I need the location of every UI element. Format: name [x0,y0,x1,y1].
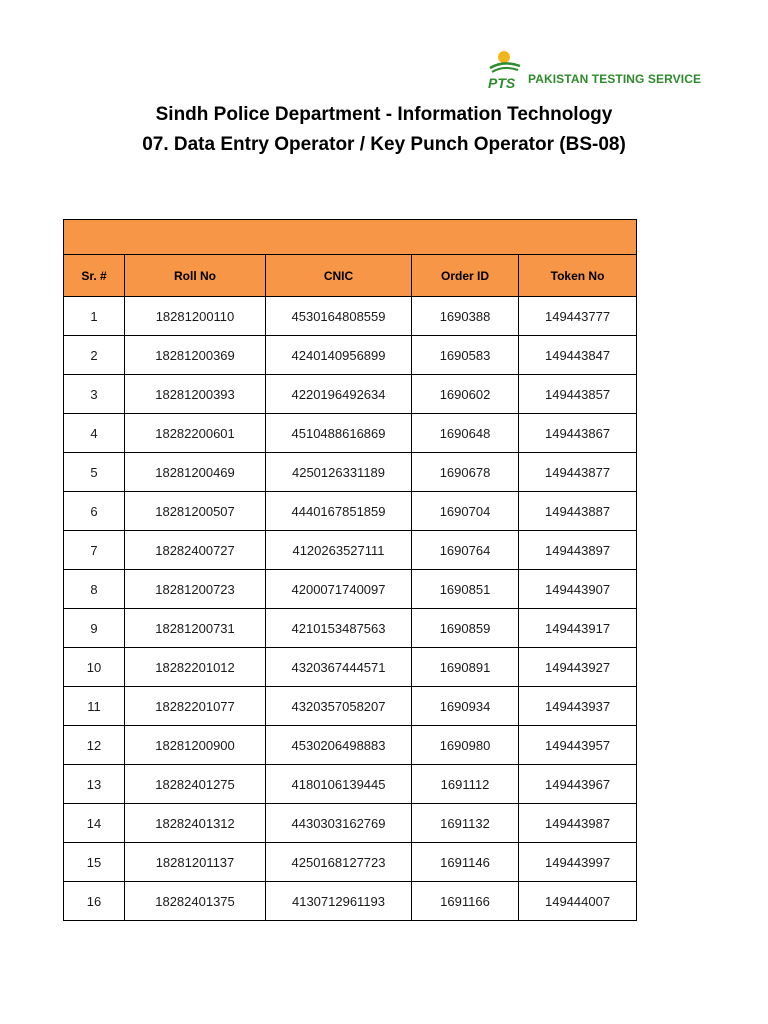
header-sr: Sr. # [64,255,125,297]
cell-roll-no: 18281201137 [125,843,266,882]
logo-text: PAKISTAN TESTING SERVICE [528,72,702,86]
cell-cnic: 4320367444571 [266,648,412,687]
cell-sr: 13 [64,765,125,804]
cell-cnic: 4530206498883 [266,726,412,765]
cell-order-id: 1690648 [412,414,519,453]
logo-abbr: PTS [488,75,516,90]
cell-token-no: 149443877 [519,453,637,492]
cell-order-id: 1690891 [412,648,519,687]
cell-token-no: 149443887 [519,492,637,531]
cell-sr: 7 [64,531,125,570]
table-row [64,453,637,492]
cell-roll-no: 18282401312 [125,804,266,843]
cell-roll-no: 18282201077 [125,687,266,726]
cell-sr: 16 [64,882,125,921]
cell-cnic: 4220196492634 [266,375,412,414]
cell-sr: 9 [64,609,125,648]
cell-order-id: 1690602 [412,375,519,414]
cell-token-no: 149443967 [519,765,637,804]
cell-roll-no: 18281200507 [125,492,266,531]
cell-order-id: 1690980 [412,726,519,765]
cell-sr: 4 [64,414,125,453]
cell-cnic: 4180106139445 [266,765,412,804]
header-token-no: Token No [519,255,637,297]
table-row [64,687,637,726]
table-row [64,297,637,336]
table-row [64,570,637,609]
table-row [64,726,637,765]
table-banner [64,220,637,255]
title-post: 07. Data Entry Operator / Key Punch Operator (BS-08) [142,134,626,155]
cell-sr: 8 [64,570,125,609]
cell-token-no: 149443867 [519,414,637,453]
cell-order-id: 1690851 [412,570,519,609]
cell-token-no: 149443957 [519,726,637,765]
cell-sr: 5 [64,453,125,492]
table-row [64,843,637,882]
cell-order-id: 1690704 [412,492,519,531]
cell-order-id: 1690859 [412,609,519,648]
table-row [64,609,637,648]
table-banner-row [64,220,637,255]
header-roll-no: Roll No [125,255,266,297]
cell-token-no: 149443987 [519,804,637,843]
cell-cnic: 4240140956899 [266,336,412,375]
cell-sr: 1 [64,297,125,336]
cell-sr: 2 [64,336,125,375]
cell-cnic: 4430303162769 [266,804,412,843]
table-row [64,882,637,921]
table-row [64,492,637,531]
cell-order-id: 1690388 [412,297,519,336]
pts-logo-mark-icon [486,48,526,90]
cell-token-no: 149443857 [519,375,637,414]
cell-sr: 6 [64,492,125,531]
cell-roll-no: 18282200601 [125,414,266,453]
cell-cnic: 4440167851859 [266,492,412,531]
header-cnic: CNIC [266,255,412,297]
cell-token-no: 149443937 [519,687,637,726]
cell-cnic: 4320357058207 [266,687,412,726]
cell-sr: 3 [64,375,125,414]
cell-roll-no: 18282401375 [125,882,266,921]
cell-roll-no: 18282401275 [125,765,266,804]
cell-token-no: 149443997 [519,843,637,882]
cell-roll-no: 18281200393 [125,375,266,414]
cell-order-id: 1690764 [412,531,519,570]
table-row [64,531,637,570]
cell-order-id: 1691112 [412,765,519,804]
cell-cnic: 4250126331189 [266,453,412,492]
cell-sr: 11 [64,687,125,726]
document-title [0,100,768,160]
cell-roll-no: 18281200731 [125,609,266,648]
cell-roll-no: 18281200110 [125,297,266,336]
cell-cnic: 4120263527111 [266,531,412,570]
cell-order-id: 1690583 [412,336,519,375]
header-order-id: Order ID [412,255,519,297]
results-table [63,219,637,921]
cell-roll-no: 18281200723 [125,570,266,609]
cell-cnic: 4530164808559 [266,297,412,336]
cell-token-no: 149444007 [519,882,637,921]
cell-sr: 14 [64,804,125,843]
cell-roll-no: 18282201012 [125,648,266,687]
cell-roll-no: 18281200369 [125,336,266,375]
cell-token-no: 149443897 [519,531,637,570]
cell-order-id: 1691166 [412,882,519,921]
cell-order-id: 1691132 [412,804,519,843]
cell-cnic: 4210153487563 [266,609,412,648]
table-row [64,414,637,453]
cell-token-no: 149443907 [519,570,637,609]
table-row [64,336,637,375]
table-row [64,375,637,414]
cell-cnic: 4510488616869 [266,414,412,453]
cell-token-no: 149443847 [519,336,637,375]
table-header-row [64,255,637,297]
cell-order-id: 1691146 [412,843,519,882]
cell-roll-no: 18281200900 [125,726,266,765]
cell-token-no: 149443927 [519,648,637,687]
table-body [64,297,637,921]
cell-cnic: 4200071740097 [266,570,412,609]
table-row [64,648,637,687]
title-department: Sindh Police Department - Information Technology [155,104,613,125]
cell-order-id: 1690678 [412,453,519,492]
cell-sr: 15 [64,843,125,882]
table-row [64,804,637,843]
cell-order-id: 1690934 [412,687,519,726]
cell-token-no: 149443917 [519,609,637,648]
cell-cnic: 4250168127723 [266,843,412,882]
table-row [64,765,637,804]
pts-logo [486,48,706,90]
cell-roll-no: 18281200469 [125,453,266,492]
cell-roll-no: 18282400727 [125,531,266,570]
cell-cnic: 4130712961193 [266,882,412,921]
cell-sr: 10 [64,648,125,687]
cell-sr: 12 [64,726,125,765]
cell-token-no: 149443777 [519,297,637,336]
